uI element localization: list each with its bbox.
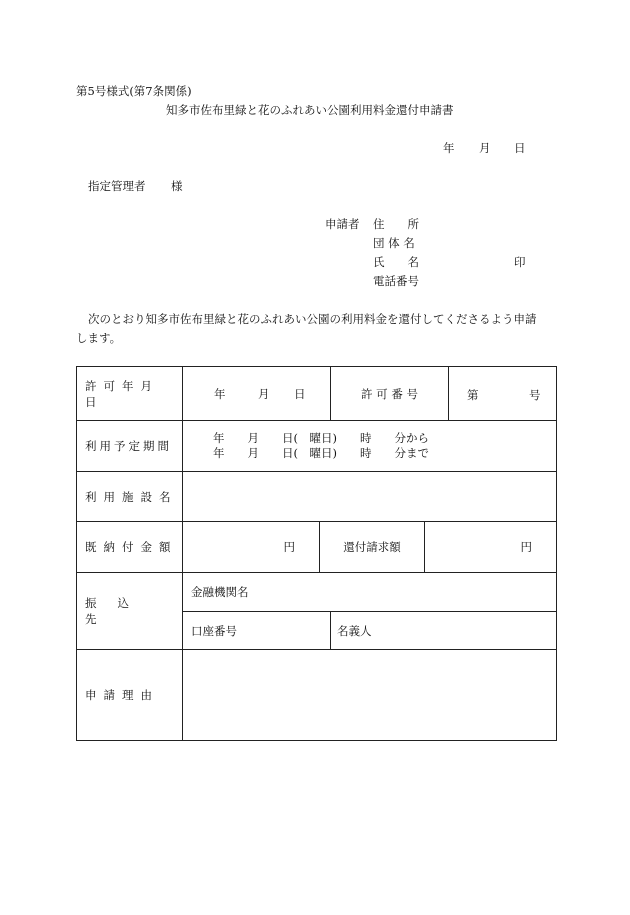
permit-date-value-cell[interactable]: [183, 367, 331, 421]
paid-amount-label-cell: [77, 522, 183, 573]
applicant-phone-label: 電話番号: [373, 274, 419, 288]
transfer-label: 振込先: [85, 596, 150, 626]
date-day-label: 日: [514, 141, 526, 155]
reason-value-cell[interactable]: [183, 650, 557, 741]
applicant-group-label: 団 体 名: [373, 236, 415, 250]
row-facility: [77, 472, 557, 522]
permit-number-suffix: 号: [529, 387, 541, 402]
account-holder-cell[interactable]: [331, 612, 557, 650]
applicant-label: 申請者: [325, 217, 360, 231]
bank-name-label: 金融機関名: [191, 585, 249, 599]
period-to: 年 月 日( 曜日) 時 分まで: [213, 446, 429, 460]
body-text-line2: します。: [76, 331, 122, 345]
paid-amount-label: 既納付金額: [85, 540, 178, 554]
permit-number-label: 許 可 番 号: [361, 386, 418, 401]
row-reason: [77, 650, 557, 741]
facility-value-cell[interactable]: [183, 472, 557, 522]
account-number-label: 口座番号: [191, 623, 237, 638]
addressee-name: 指定管理者: [88, 179, 146, 193]
permit-date-label: 許可年月日: [85, 378, 159, 409]
refund-amount-value-cell[interactable]: [425, 522, 557, 573]
permit-date-day: 日: [294, 386, 306, 401]
paid-amount-unit: 円: [283, 540, 295, 554]
planned-period-label-cell: [77, 421, 183, 472]
refund-amount-label: 還付請求額: [343, 540, 401, 554]
date-month-label: 月: [479, 141, 491, 155]
permit-date-month: 月: [258, 386, 270, 401]
permit-date-year: 年: [214, 386, 226, 401]
refund-amount-unit: 円: [520, 540, 532, 554]
row-transfer-bank: [77, 573, 557, 612]
row-planned-period: [77, 421, 557, 472]
document-title: 知多市佐布里緑と花のふれあい公園利用料金還付申請書: [166, 103, 454, 117]
facility-label-cell: [77, 472, 183, 522]
reason-label-cell: [77, 650, 183, 741]
account-number-cell[interactable]: [183, 612, 331, 650]
transfer-label-cell: [77, 573, 183, 650]
seal-label: 印: [514, 255, 526, 269]
application-table: [76, 366, 557, 741]
applicant-name-label: 氏 名: [373, 255, 419, 269]
row-amounts: [77, 522, 557, 573]
refund-amount-label-cell: [320, 522, 425, 573]
permit-date-label-cell: [77, 367, 183, 421]
planned-period-label: 利用予定期間: [85, 439, 172, 453]
body-text-line1: 次のとおり知多市佐布里緑と花のふれあい公園の利用料金を還付してくださるよう申請: [88, 312, 537, 326]
planned-period-value-cell[interactable]: [183, 421, 557, 472]
date-year-label: 年: [443, 141, 455, 155]
account-holder-label: 名義人: [337, 623, 372, 638]
reason-label: 申請理由: [85, 688, 159, 702]
permit-number-prefix: 第: [467, 387, 479, 402]
row-permit: [77, 367, 557, 421]
form-number: 第5号様式(第7条関係): [76, 84, 192, 98]
permit-number-label-cell: [331, 367, 449, 421]
bank-name-cell[interactable]: [183, 573, 557, 612]
period-from: 年 月 日( 曜日) 時 分から: [213, 431, 429, 445]
permit-number-value-cell[interactable]: [449, 367, 557, 421]
facility-label: 利用施設名: [85, 489, 178, 504]
addressee-honorific: 様: [171, 179, 183, 193]
paid-amount-value-cell[interactable]: [183, 522, 320, 573]
applicant-address-label: 住 所: [373, 217, 419, 231]
